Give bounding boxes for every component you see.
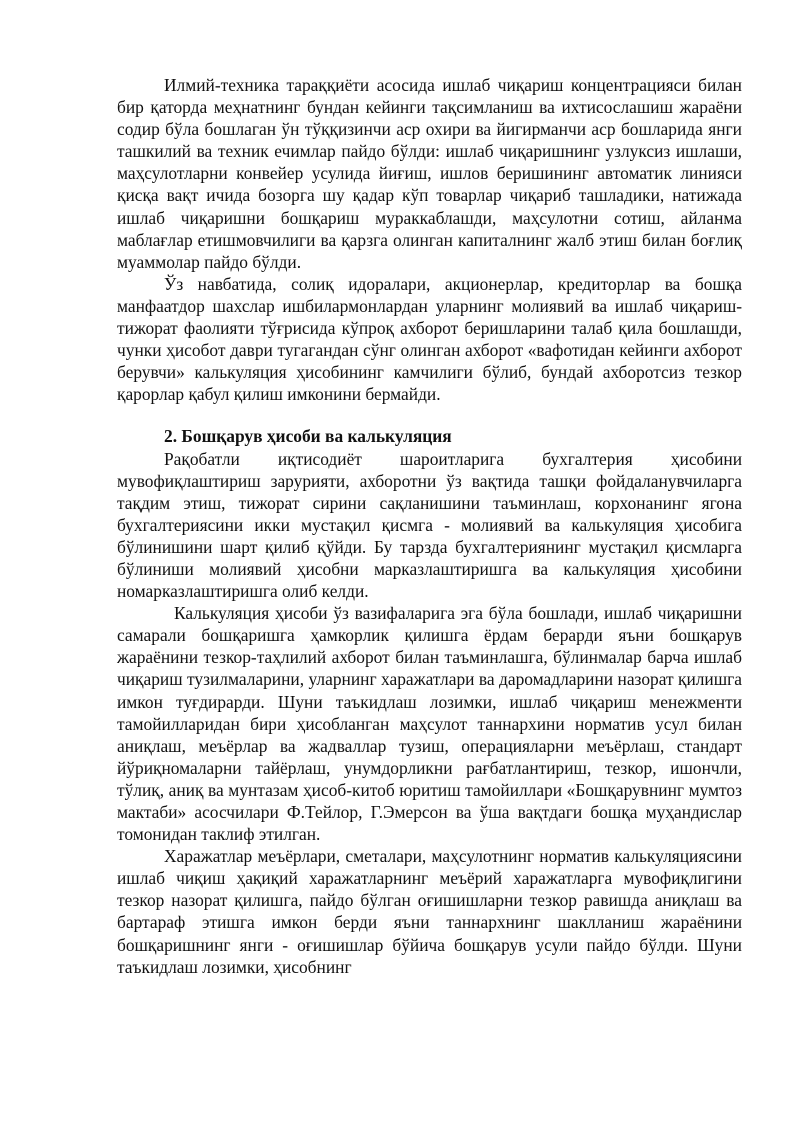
paragraph-2: Ўз навбатида, солиқ идоралари, акционерлар, кредиторлар ва бошқа манфаатдор шахслар ишбилармонлардан уларнинг молиявий ва ишлаб чиқариш-тижорат фаолияти тўғрисида кўпроқ ахборот беришларини талаб қила бошлашди, чунки ҳисобот даври тугагандан сўнг олинган ахборот «вафотидан кейинги ахборот берувчи» калькуляция ҳисобининг камчилиги бўлиб, бундай ахборотсиз тезкор қарорлар қабул қилиш имконини бермайди. bbox=[117, 273, 742, 405]
section-paragraph-3: Харажатлар меъёрлари, сметалари, маҳсулотнинг норматив калькуляциясини ишлаб чиқиш ҳақиқий харажатларнинг меъёрий харажатларга мувофиқлигини тезкор назорат қилишга, пайдо бўлган оғишишларни тезкор равишда аниқлаш ва бартараф этишга имкон берди яъни таннархнинг шаклланиш жараёнини бошқаришнинг янги - оғишишлар бўйича бошқарув усули пайдо бўлди. Шуни таъкидлаш лозимки, ҳисобнинг bbox=[117, 846, 742, 977]
section-paragraph-1: Рақобатли иқтисодиёт шароитларига бухгалтерия ҳисобини мувофиқлаштириш зарурияти, ахборотни ўз вақтида ташқи фойдаланувчиларга тақдим этиш, тижорат сирини сақланишини таъминлаш, корхонанинг ягона бухгалтериясини икки мустақил қисмга - молиявий ва калькуляция ҳисобига бўлинишини шарт қилиб қўйди. Бу тарзда бухгалтериянинг мустақил қисмларга бўлиниши молиявий ҳисобни марказлаштиришга ва калькуляция ҳисобини номарказлаштиришга олиб келди. bbox=[117, 448, 742, 602]
paragraph-1: Илмий-техника тараққиёти асосида ишлаб чиқариш концентрацияси билан бир қаторда меҳнатнинг бундан кейинги тақсимланиш ва ихтисослашиш жараёни содир бўла бошлаган ўн тўққизинчи аср охири ва йигирманчи аср бошларида янги ташкилий ва техник ечимлар пайдо бўлди: ишлаб чиқаришнинг узлуксиз ишлаши, маҳсулотларни конвейер усулида йиғиш, ишлов беришининг автоматик линияси қисқа вақт ичида бозорга шу қадар кўп товарлар чиқариб ташладики, натижада ишлаб чиқаришни бошқариш мураккаблашди, маҳсулотни сотиш, айланма маблағлар етишмовчилиги ва қарзга олинган капиталнинг жалб этиш билан боғлиқ муаммолар пайдо бўлди. bbox=[117, 75, 742, 272]
document-page bbox=[117, 74, 742, 978]
section-heading: 2. Бошқарув ҳисоби ва калькуляция bbox=[164, 426, 452, 447]
section-paragraph-2: Калькуляция ҳисоби ўз вазифаларига эга бўла бошлади, ишлаб чиқаришни самарали бошқаришга ҳамкорлик қилишга ёрдам берарди яъни бошқарув жараёнини тезкор-таҳлилий ахборот билан таъминлашга, бўлинмалар барча ишлаб чиқариш тузилмаларини, уларнинг харажатлари ва даромадларини назорат қилишга имкон туғдирарди. Шуни таъкидлаш лозимки, ишлаб чиқариш менежменти тамойилларидан бири ҳисобланган маҳсулот таннархини норматив усул билан аниқлаш, меъёрлар ва жадваллар тузиш, операцияларни меъёрлаш, стандарт йўриқномаларни тайёрлаш, унумдорликни рағбатлантириш, тезкор, ишончли, тўлиқ, аниқ ва мунтазам ҳисоб-китоб юритиш тамойиллари «Бошқарувнинг мумтоз мактаби» асосчилари Ф.Тейлор, Г.Эмерсон ва ўша вақтдаги бошқа муҳандислар томонидан таклиф этилган. bbox=[117, 603, 742, 845]
